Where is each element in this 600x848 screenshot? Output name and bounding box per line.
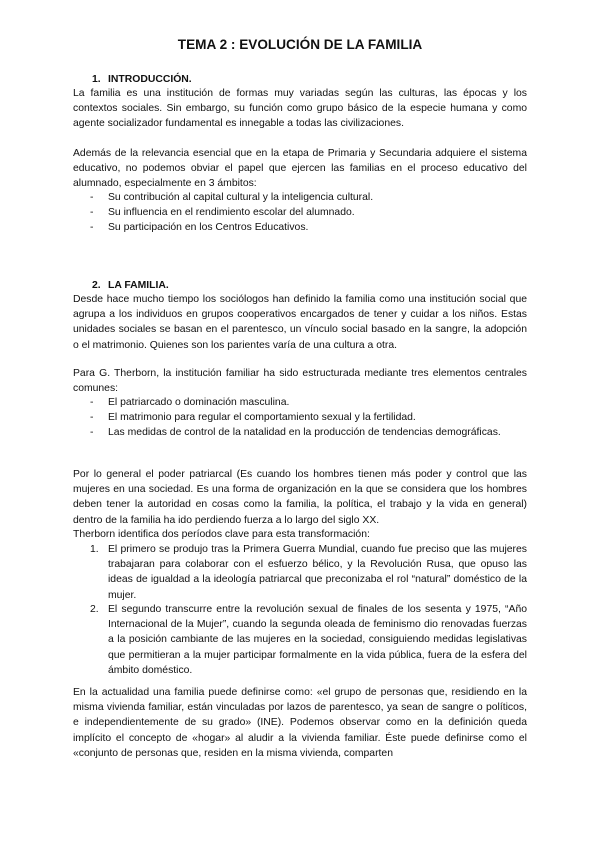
section-title: INTRODUCCIÓN. bbox=[108, 74, 192, 85]
list-item-text: Su influencia en el rendimiento escolar del alumnado. bbox=[108, 207, 355, 218]
paragraph-familia-4: Therborn identifica dos períodos clave para esta transformación: bbox=[73, 529, 370, 540]
paragraph-familia-5: En la actualidad una familia puede definirse como: «el grupo de personas que, residiendo en la misma vivienda familiar, están vinculadas por lazos de parentesco, ya sean de sangre o políticos, e independientemente de su grado» (INE). Podemos observar como en la definición queda implícito el concepto de «hogar» al aludir a la vivienda familiar. Éste puede definirse como el «conjunto de personas que, residen en la misma vivienda, comparten bbox=[73, 687, 527, 759]
paragraph-intro-1: La familia es una institución de formas muy variadas según las culturas, las épocas y los contextos sociales. Sin embargo, su función como grupo básico de la especie humana y como agente socializador fundamental es innegable a todas las civilizaciones. bbox=[73, 88, 527, 130]
list-item-text: El patriarcado o dominación masculina. bbox=[108, 397, 290, 408]
list-item-text: Su contribución al capital cultural y la inteligencia cultural. bbox=[108, 192, 374, 203]
list-item-text: Las medidas de control de la natalidad en la producción de tendencias demográficas. bbox=[108, 427, 501, 438]
paragraph-familia-1: Desde hace mucho tiempo los sociólogos han definido la familia como una institución social que agrupa a los individuos en grupos cooperativos encargados de tener y cuidar a los niños. Estas unidades sociales se basan en el parentesco, un vínculo social basado en la sangre, la adopción o el matrimonio. Quienes son los parientes varía de una cultura a otra. bbox=[73, 294, 527, 351]
list-item-text: Su participación en los Centros Educativos. bbox=[108, 222, 309, 233]
dash-marker: - bbox=[90, 192, 94, 203]
section-title: LA FAMILIA. bbox=[108, 280, 169, 291]
section-heading-introduccion bbox=[92, 72, 192, 87]
dash-marker: - bbox=[90, 412, 94, 423]
dash-marker: - bbox=[90, 397, 94, 408]
dash-marker: - bbox=[90, 427, 94, 438]
section-number: 2. bbox=[92, 280, 101, 291]
numbered-item-text: El segundo transcurre entre la revolución sexual de finales de los sesenta y 1975, “Año Internacional de la Mujer”, cuando la segunda oleada de feminismo dio renovadas fuerzas a la posición cambiante de las mujeres en la sociedad, consiguiendo medidas legislativas que permitieran a la mujer participar formalmente en la vida pública, fuera de la esfera del ámbito doméstico. bbox=[108, 604, 527, 676]
dash-marker: - bbox=[90, 222, 94, 233]
numbered-marker: 1. bbox=[90, 544, 99, 555]
list-item-text: El matrimonio para regular el comportamiento sexual y la fertilidad. bbox=[108, 412, 416, 423]
numbered-item-text: El primero se produjo tras la Primera Guerra Mundial, cuando fue preciso que las mujeres trabajaran para colaborar con el esfuerzo bélico, y la Revolución Rusa, que opuso las ideas de igualdad a la ideología patriarcal que preconizaba el rol “natural” doméstico de la mujer. bbox=[108, 544, 527, 601]
paragraph-familia-3: Por lo general el poder patriarcal (Es cuando los hombres tienen más poder y control que las mujeres en una sociedad. Es una forma de organización en la que se considera que los hombres deben tener la autoridad en cosas como la familia, la política, el trabajo y la vida en general) dentro de la familia ha ido perdiendo fuerza a lo largo del siglo XX. bbox=[73, 469, 527, 526]
document-title: TEMA 2 : EVOLUCIÓN DE LA FAMILIA bbox=[177, 37, 423, 52]
dash-marker: - bbox=[90, 207, 94, 218]
numbered-marker: 2. bbox=[90, 604, 99, 615]
section-heading-la-familia bbox=[92, 278, 169, 293]
paragraph-intro-2: Además de la relevancia esencial que en la etapa de Primaria y Secundaria adquiere el sistema educativo, no podemos obviar el papel que ejercen las familias en el proceso educativo del alumnado, especialmente en 3 ámbitos: bbox=[73, 148, 527, 190]
section-number: 1. bbox=[92, 74, 101, 85]
paragraph-familia-2: Para G. Therborn, la institución familiar ha sido estructurada mediante tres elementos centrales comunes: bbox=[73, 368, 527, 395]
